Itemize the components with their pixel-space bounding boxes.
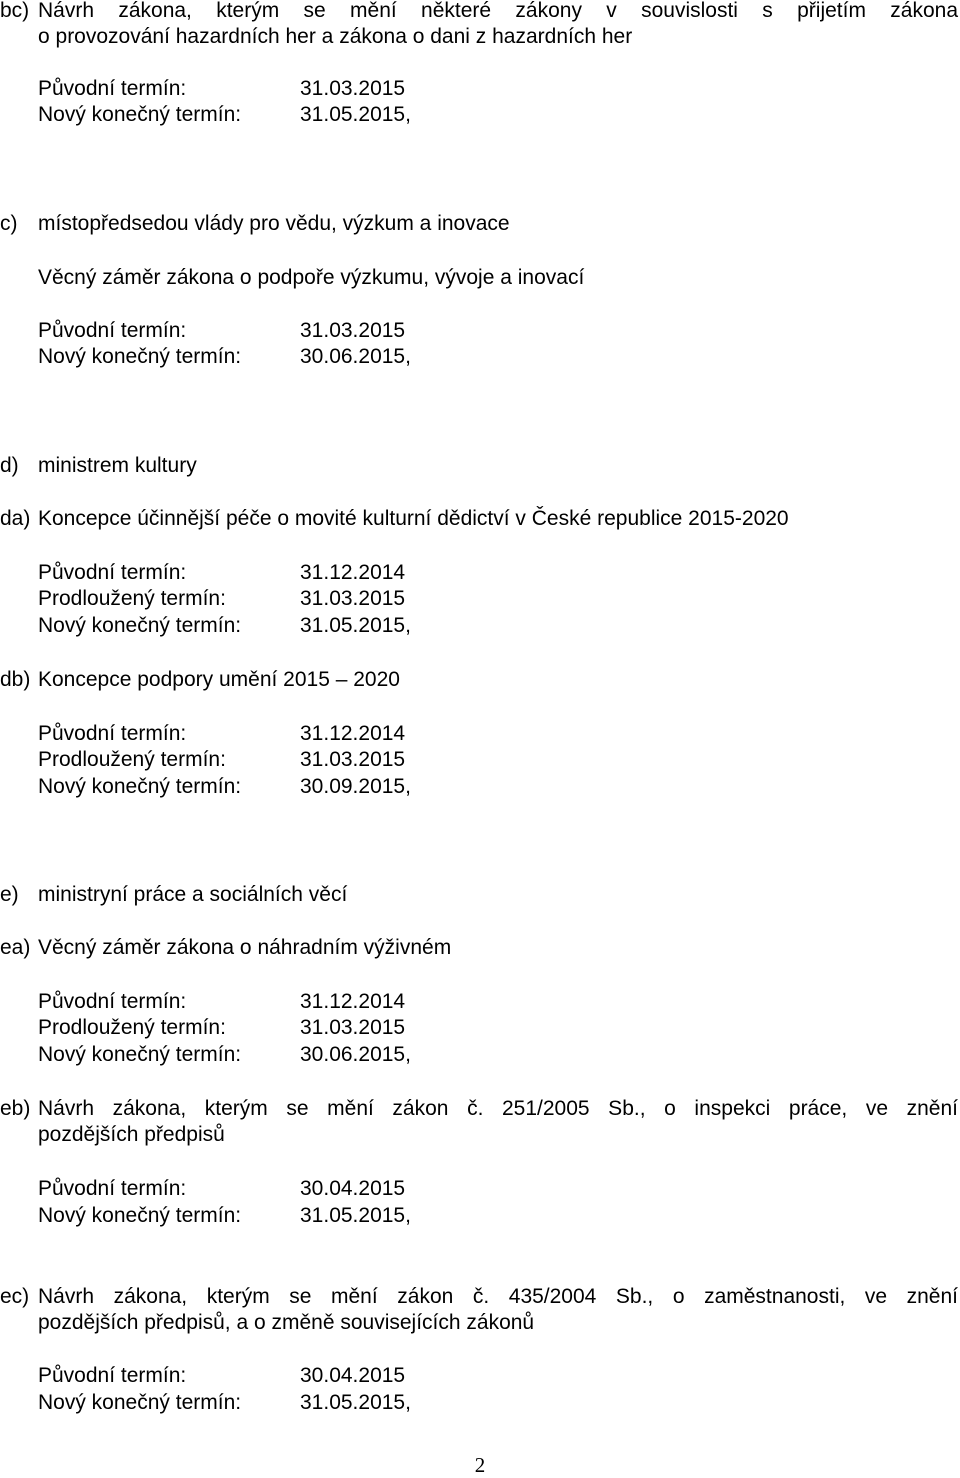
new-deadline-value: 31.05.2015, <box>300 614 411 637</box>
item-c-heading: místopředsedou vlády pro vědu, výzkum a inovace <box>38 212 510 235</box>
new-deadline-label: Nový konečný termín: <box>38 1391 242 1414</box>
item-bc-title-line2: o provozování hazardních her a zákona o dani z hazardních her <box>38 25 633 48</box>
item-eb-title-line2: pozdějších předpisů <box>38 1123 225 1146</box>
new-deadline-label: Nový konečný termín: <box>38 614 242 637</box>
new-deadline-value: 30.06.2015, <box>300 345 411 368</box>
item-bc-title-line1: Návrh zákona, kterým se mění některé zákony v souvislosti s přijetím zákona <box>38 0 958 22</box>
item-marker-d: d) <box>0 454 19 477</box>
extended-deadline-value: 31.03.2015 <box>300 1016 406 1039</box>
original-deadline-label: Původní termín: <box>38 77 187 100</box>
original-deadline-value: 31.12.2014 <box>300 561 406 584</box>
new-deadline-value: 30.09.2015, <box>300 775 411 798</box>
item-da-subject: Koncepce účinnější péče o movité kulturní dědictví v České republice 2015-2020 <box>38 507 789 530</box>
new-deadline-label: Nový konečný termín: <box>38 103 242 126</box>
original-deadline-value: 30.04.2015 <box>300 1364 406 1387</box>
original-deadline-label: Původní termín: <box>38 722 187 745</box>
item-c-subject: Věcný záměr zákona o podpoře výzkumu, vývoje a inovací <box>38 266 585 289</box>
item-ea-subject: Věcný záměr zákona o náhradním výživném <box>38 936 452 959</box>
item-marker-ea: ea) <box>0 936 31 959</box>
item-marker-da: da) <box>0 507 31 530</box>
extended-deadline-value: 31.03.2015 <box>300 587 406 610</box>
item-marker-c: c) <box>0 212 18 235</box>
item-marker-e: e) <box>0 883 19 906</box>
item-marker-eb: eb) <box>0 1097 31 1120</box>
item-marker-ec: ec) <box>0 1285 30 1308</box>
item-marker-db: db) <box>0 668 31 691</box>
original-deadline-label: Původní termín: <box>38 1364 187 1387</box>
item-ec-title-line1: Návrh zákona, kterým se mění zákon č. 435/2004 Sb., o zaměstnanosti, ve znění <box>38 1285 958 1308</box>
new-deadline-label: Nový konečný termín: <box>38 345 242 368</box>
new-deadline-value: 31.05.2015, <box>300 1204 411 1227</box>
original-deadline-label: Původní termín: <box>38 561 187 584</box>
page-number: 2 <box>474 1453 486 1477</box>
extended-deadline-label: Prodloužený termín: <box>38 587 226 610</box>
original-deadline-value: 31.03.2015 <box>300 77 406 100</box>
new-deadline-label: Nový konečný termín: <box>38 1043 242 1066</box>
original-deadline-value: 31.12.2014 <box>300 722 406 745</box>
item-marker-bc: bc) <box>0 0 30 22</box>
new-deadline-label: Nový konečný termín: <box>38 775 242 798</box>
original-deadline-value: 31.12.2014 <box>300 990 406 1013</box>
new-deadline-value: 31.05.2015, <box>300 1391 411 1414</box>
item-eb-title-line1: Návrh zákona, kterým se mění zákon č. 251/2005 Sb., o inspekci práce, ve znění <box>38 1097 958 1120</box>
item-ec-title-line2: pozdějších předpisů, a o změně souvisejících zákonů <box>38 1311 535 1334</box>
extended-deadline-label: Prodloužený termín: <box>38 748 226 771</box>
original-deadline-label: Původní termín: <box>38 1177 187 1200</box>
item-d-heading: ministrem kultury <box>38 454 197 477</box>
item-db-subject: Koncepce podpory umění 2015 – 2020 <box>38 668 400 691</box>
new-deadline-value: 31.05.2015, <box>300 103 411 126</box>
extended-deadline-label: Prodloužený termín: <box>38 1016 226 1039</box>
new-deadline-value: 30.06.2015, <box>300 1043 411 1066</box>
item-e-heading: ministryní práce a sociálních věcí <box>38 883 348 906</box>
original-deadline-label: Původní termín: <box>38 990 187 1013</box>
new-deadline-label: Nový konečný termín: <box>38 1204 242 1227</box>
original-deadline-value: 31.03.2015 <box>300 319 406 342</box>
original-deadline-label: Původní termín: <box>38 319 187 342</box>
extended-deadline-value: 31.03.2015 <box>300 748 406 771</box>
original-deadline-value: 30.04.2015 <box>300 1177 406 1200</box>
